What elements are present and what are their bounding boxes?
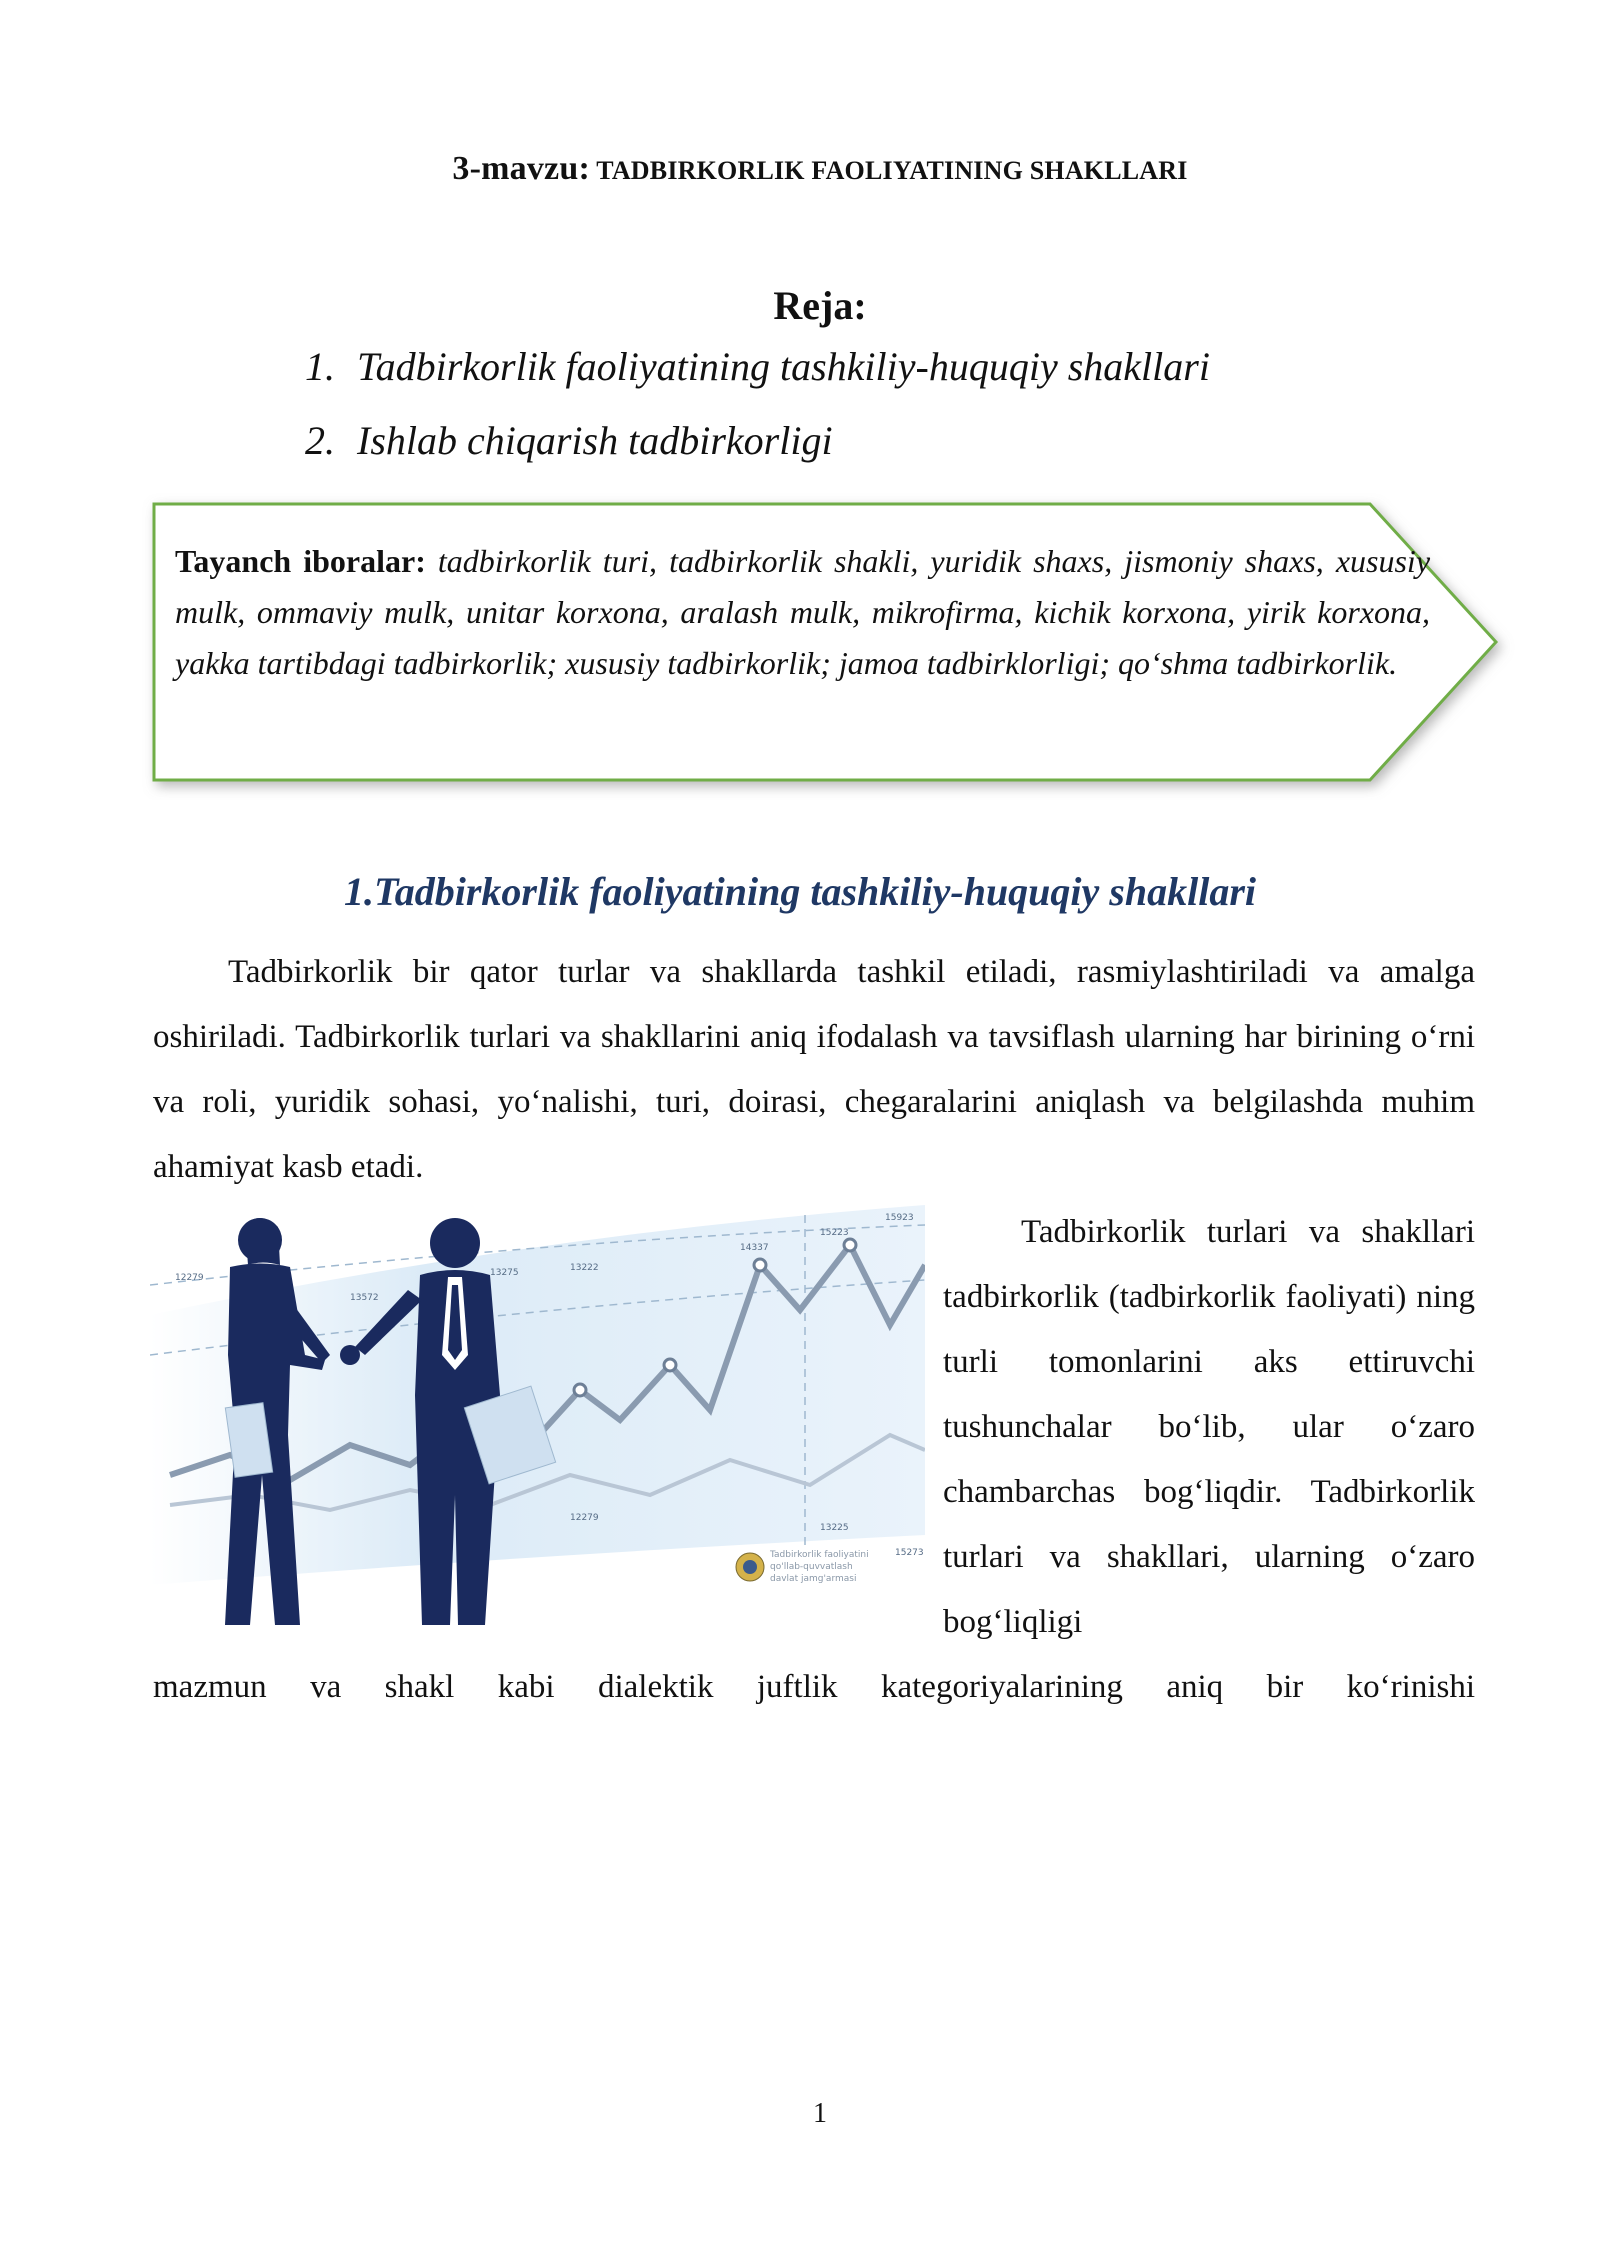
chart-tick-label: 12279 [175, 1273, 204, 1283]
chart-tick-label: 12279 [570, 1513, 599, 1523]
plan-item-text: Tadbirkorlik faoliyatining tashkiliy-huquqiy shakllari [357, 344, 1210, 389]
plan-item-number: 1. [305, 344, 335, 389]
chart-tick-label: 13222 [570, 1263, 599, 1273]
chart-tick-label: 13572 [350, 1293, 379, 1303]
topic-number: 3-mavzu: [452, 150, 590, 187]
topic-title: TADBIRKORLIK FAOLIYATINING SHAKLLARI [596, 156, 1188, 185]
chart-tick-label: 15273 [895, 1548, 924, 1558]
business-handshake-chart-illustration [150, 1205, 925, 1625]
paragraph-1: Tadbirkorlik bir qator turlar va shakllarda tashkil etiladi, rasmiylashtiriladi va amalga oshiriladi. Tadbirkorlik turlari va shakllarini aniq ifodalash va tavsiflash ularning har birining o‘rni va roli, yuridik sohasi, yo‘nalishi, turi, doirasi, chegaralarini aniqlash va belgilashda muhim ahamiyat kasb etadi. [153, 954, 1475, 1185]
keywords-list: tadbirkorlik turi, tadbirkorlik shakli, yuridik shaxs, jismoniy shaxs, xususiy mulk, ommaviy mulk, unitar korxona, aralash mulk, mikrofirma, kichik korxona, yirik korxona, yakka tartibdagi tadbirkorlik; xususiy tadbirkorlik; jamoa tadbirklorligi; qo‘shma tadbirkorlik. [175, 543, 1431, 681]
keywords-text [175, 536, 1430, 689]
watermark-text: davlat jamg'armasi [770, 1574, 857, 1584]
chart-tick-label: 14337 [740, 1243, 769, 1253]
page-title [0, 150, 1600, 188]
watermark-text: qo'llab-quvvatlash [770, 1562, 853, 1572]
paragraph-2: Tadbirkorlik turlari va shakllari tadbirkorlik (tadbirkorlik faoliyati) ning turli tomonlarini aks ettiruvchi tushunchalar bo‘lib, ular o‘zaro chambarchas bog‘liqdir. Tadbirkorlik turlari va shakllari, ularning o‘zaro bog‘liqligi [943, 1214, 1475, 1640]
chart-tick-label: 15923 [885, 1213, 914, 1223]
watermark-logo [736, 1550, 869, 1584]
page-number: 1 [813, 2098, 827, 2129]
chart-tick-label: 15223 [820, 1228, 849, 1238]
section-heading: 1.Tadbirkorlik faoliyatining tashkiliy-huquqiy shakllari [343, 869, 1257, 914]
plan-title: Reja: [773, 283, 867, 328]
plan-item [305, 330, 1210, 404]
plan-item [305, 404, 1210, 478]
plan-item-text: Ishlab chiqarish tadbirkorligi [357, 418, 833, 463]
plan-item-number: 2. [305, 418, 335, 463]
watermark-text: Tadbirkorlik faoliyatini [770, 1550, 869, 1560]
paragraph-3: mazmun va shakl kabi dialektik juftlik kategoriyalarining aniq bir ko‘rinishi [153, 1669, 1475, 1705]
keywords-label: Tayanch iboralar: [175, 543, 426, 579]
chart-tick-label: 13275 [490, 1268, 519, 1278]
plan-list [305, 330, 1210, 478]
chart-tick-label: 13225 [820, 1523, 849, 1533]
